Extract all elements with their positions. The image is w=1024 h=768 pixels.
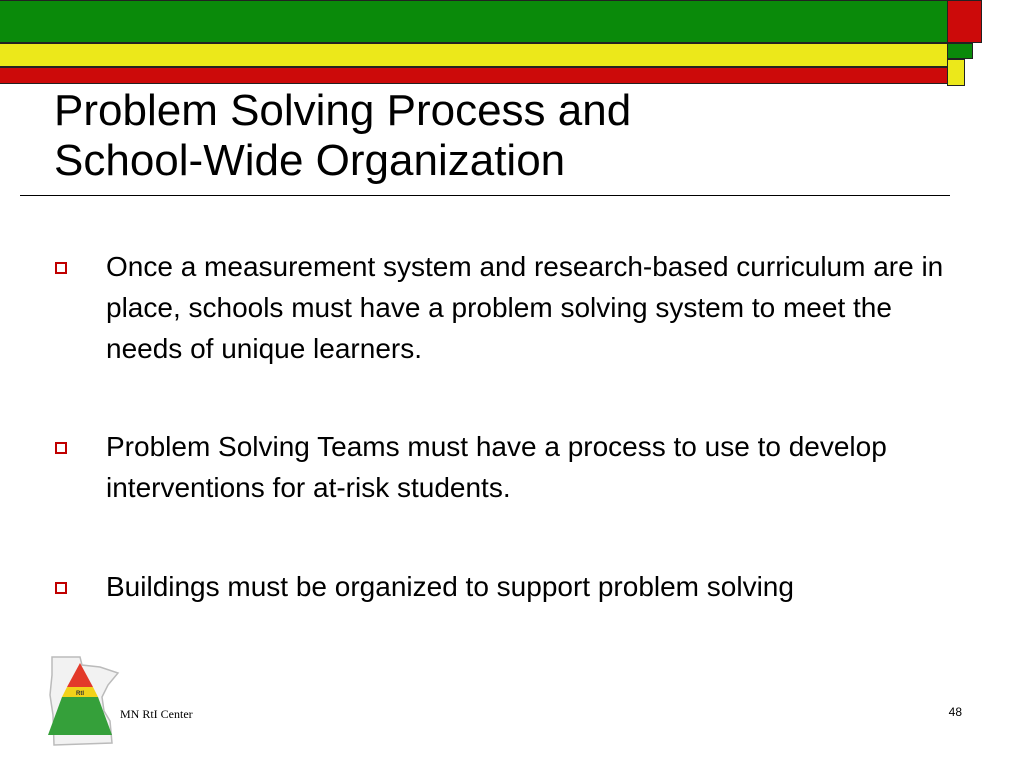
title-divider — [20, 195, 950, 196]
logo-label: RtI — [76, 691, 84, 697]
slide-title-line-2: School-Wide Organization — [54, 136, 566, 185]
header-bar-yellow — [0, 43, 948, 67]
bullet-text: Problem Solving Teams must have a process to use to develop interventions for at-risk students. — [106, 431, 887, 503]
hollow-square-bullet-icon — [55, 262, 67, 274]
bullet-text: Buildings must be organized to support problem solving — [106, 571, 794, 602]
header-square-green — [947, 43, 973, 59]
bullet-text: Once a measurement system and research-based curriculum are in place, schools must have a problem solving system to meet the needs of unique learners. — [106, 251, 944, 364]
hollow-square-bullet-icon — [55, 582, 67, 594]
header-square-red — [947, 0, 982, 43]
slide-title-line-1: Problem Solving Process and — [54, 86, 632, 135]
hollow-square-bullet-icon — [55, 442, 67, 454]
header-square-yellow — [947, 59, 965, 86]
slide-number: 48 — [948, 705, 962, 719]
header-bar-green — [0, 0, 948, 43]
header-bar-red — [0, 67, 948, 84]
minnesota-rti-pyramid-icon — [40, 655, 130, 750]
footer-organization: MN RtI Center — [120, 707, 193, 721]
slide-title — [54, 86, 934, 186]
